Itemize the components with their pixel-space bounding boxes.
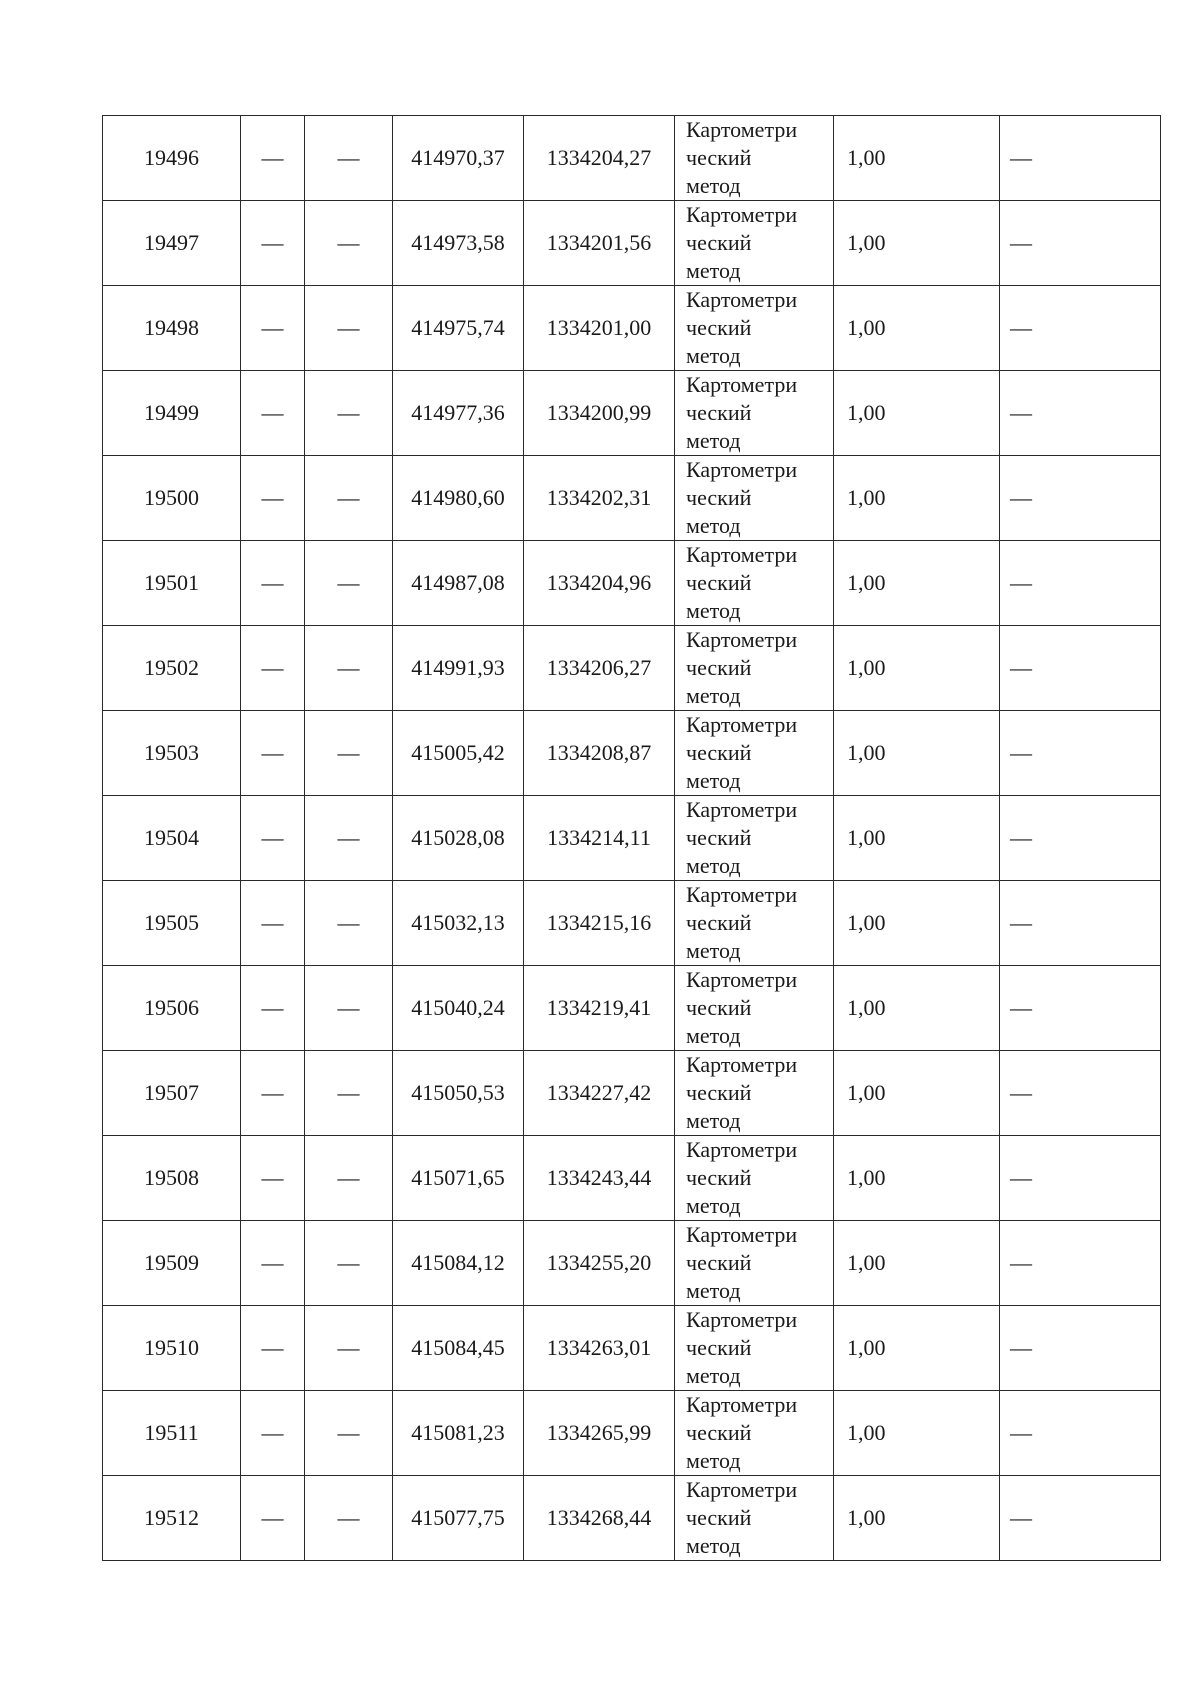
point-number-cell: 19507 xyxy=(103,1051,241,1136)
method-text-line: ческий xyxy=(686,145,752,170)
dash-cell: — xyxy=(1000,286,1161,371)
accuracy-cell: 1,00 xyxy=(834,796,1000,881)
dash-cell: — xyxy=(241,286,305,371)
dash-cell: — xyxy=(1000,1391,1161,1476)
table-row xyxy=(103,1391,1161,1476)
method-text-line: Картометри xyxy=(686,797,798,822)
dash-cell: — xyxy=(241,116,305,201)
point-number-cell: 19504 xyxy=(103,796,241,881)
method-cell xyxy=(675,711,834,796)
dash-cell: — xyxy=(305,796,393,881)
table-row xyxy=(103,1051,1161,1136)
method-text-line: Картометри xyxy=(686,967,798,992)
method-text-line: метод xyxy=(686,513,741,538)
dash-cell: — xyxy=(241,626,305,711)
accuracy-cell: 1,00 xyxy=(834,626,1000,711)
dash-cell: — xyxy=(1000,1476,1161,1561)
method-text-line: ческий xyxy=(686,485,752,510)
y-coordinate-cell: 1334202,31 xyxy=(524,456,675,541)
point-number-cell: 19502 xyxy=(103,626,241,711)
dash-cell: — xyxy=(241,1221,305,1306)
method-cell xyxy=(675,371,834,456)
dash-cell: — xyxy=(305,1306,393,1391)
method-cell xyxy=(675,1136,834,1221)
dash-cell: — xyxy=(241,966,305,1051)
method-text-line: ческий xyxy=(686,1420,752,1445)
method-cell xyxy=(675,286,834,371)
x-coordinate-cell: 415077,75 xyxy=(393,1476,524,1561)
method-text-line: Картометри xyxy=(686,627,798,652)
dash-cell: — xyxy=(1000,1051,1161,1136)
dash-cell: — xyxy=(305,626,393,711)
y-coordinate-cell: 1334265,99 xyxy=(524,1391,675,1476)
y-coordinate-cell: 1334227,42 xyxy=(524,1051,675,1136)
accuracy-cell: 1,00 xyxy=(834,456,1000,541)
method-text-line: метод xyxy=(686,938,741,963)
point-number-cell: 19509 xyxy=(103,1221,241,1306)
method-cell xyxy=(675,1391,834,1476)
method-text-line: Картометри xyxy=(686,1137,798,1162)
table-row xyxy=(103,1221,1161,1306)
dash-cell: — xyxy=(1000,881,1161,966)
table-body xyxy=(103,116,1161,1561)
point-number-cell: 19512 xyxy=(103,1476,241,1561)
point-number-cell: 19499 xyxy=(103,371,241,456)
dash-cell: — xyxy=(241,881,305,966)
method-cell xyxy=(675,116,834,201)
point-number-cell: 19498 xyxy=(103,286,241,371)
table-row xyxy=(103,371,1161,456)
method-cell xyxy=(675,456,834,541)
y-coordinate-cell: 1334268,44 xyxy=(524,1476,675,1561)
y-coordinate-cell: 1334208,87 xyxy=(524,711,675,796)
method-text-line: ческий xyxy=(686,1335,752,1360)
method-text-line: Картометри xyxy=(686,1222,798,1247)
dash-cell: — xyxy=(1000,1221,1161,1306)
x-coordinate-cell: 414975,74 xyxy=(393,286,524,371)
dash-cell: — xyxy=(241,1476,305,1561)
method-text-line: метод xyxy=(686,173,741,198)
accuracy-cell: 1,00 xyxy=(834,1391,1000,1476)
point-number-cell: 19508 xyxy=(103,1136,241,1221)
method-text-line: метод xyxy=(686,1023,741,1048)
y-coordinate-cell: 1334200,99 xyxy=(524,371,675,456)
y-coordinate-cell: 1334201,00 xyxy=(524,286,675,371)
method-text-line: Картометри xyxy=(686,117,798,142)
x-coordinate-cell: 415040,24 xyxy=(393,966,524,1051)
accuracy-cell: 1,00 xyxy=(834,541,1000,626)
method-text-line: Картометри xyxy=(686,1052,798,1077)
method-text-line: ческий xyxy=(686,655,752,680)
dash-cell: — xyxy=(241,796,305,881)
method-text-line: метод xyxy=(686,1278,741,1303)
table-row xyxy=(103,456,1161,541)
method-text-line: Картометри xyxy=(686,1477,798,1502)
table-row xyxy=(103,626,1161,711)
method-cell xyxy=(675,1221,834,1306)
x-coordinate-cell: 415050,53 xyxy=(393,1051,524,1136)
point-number-cell: 19511 xyxy=(103,1391,241,1476)
dash-cell: — xyxy=(305,1221,393,1306)
dash-cell: — xyxy=(305,541,393,626)
accuracy-cell: 1,00 xyxy=(834,286,1000,371)
dash-cell: — xyxy=(305,116,393,201)
method-text-line: метод xyxy=(686,1108,741,1133)
point-number-cell: 19501 xyxy=(103,541,241,626)
x-coordinate-cell: 414970,37 xyxy=(393,116,524,201)
method-text-line: ческий xyxy=(686,995,752,1020)
dash-cell: — xyxy=(241,371,305,456)
method-text-line: Картометри xyxy=(686,1307,798,1332)
y-coordinate-cell: 1334263,01 xyxy=(524,1306,675,1391)
x-coordinate-cell: 414977,36 xyxy=(393,371,524,456)
method-cell xyxy=(675,796,834,881)
y-coordinate-cell: 1334201,56 xyxy=(524,201,675,286)
dash-cell: — xyxy=(1000,1306,1161,1391)
method-text-line: ческий xyxy=(686,910,752,935)
method-cell xyxy=(675,1306,834,1391)
y-coordinate-cell: 1334214,11 xyxy=(524,796,675,881)
x-coordinate-cell: 415084,45 xyxy=(393,1306,524,1391)
method-text-line: Картометри xyxy=(686,712,798,737)
method-text-line: Картометри xyxy=(686,542,798,567)
method-text-line: ческий xyxy=(686,400,752,425)
method-cell xyxy=(675,1051,834,1136)
table-row xyxy=(103,201,1161,286)
dash-cell: — xyxy=(241,541,305,626)
accuracy-cell: 1,00 xyxy=(834,1476,1000,1561)
x-coordinate-cell: 415084,12 xyxy=(393,1221,524,1306)
method-text-line: метод xyxy=(686,768,741,793)
method-text-line: метод xyxy=(686,1193,741,1218)
accuracy-cell: 1,00 xyxy=(834,1136,1000,1221)
x-coordinate-cell: 415028,08 xyxy=(393,796,524,881)
method-text-line: метод xyxy=(686,1533,741,1558)
y-coordinate-cell: 1334255,20 xyxy=(524,1221,675,1306)
dash-cell: — xyxy=(241,456,305,541)
accuracy-cell: 1,00 xyxy=(834,116,1000,201)
accuracy-cell: 1,00 xyxy=(834,1306,1000,1391)
dash-cell: — xyxy=(305,286,393,371)
dash-cell: — xyxy=(305,1136,393,1221)
dash-cell: — xyxy=(241,1136,305,1221)
method-cell xyxy=(675,1476,834,1561)
accuracy-cell: 1,00 xyxy=(834,966,1000,1051)
dash-cell: — xyxy=(305,371,393,456)
point-number-cell: 19503 xyxy=(103,711,241,796)
table-row xyxy=(103,881,1161,966)
method-text-line: ческий xyxy=(686,1250,752,1275)
x-coordinate-cell: 415081,23 xyxy=(393,1391,524,1476)
y-coordinate-cell: 1334215,16 xyxy=(524,881,675,966)
dash-cell: — xyxy=(305,966,393,1051)
method-text-line: метод xyxy=(686,258,741,283)
x-coordinate-cell: 415071,65 xyxy=(393,1136,524,1221)
point-number-cell: 19506 xyxy=(103,966,241,1051)
method-text-line: Картометри xyxy=(686,457,798,482)
point-number-cell: 19500 xyxy=(103,456,241,541)
table-row xyxy=(103,1306,1161,1391)
dash-cell: — xyxy=(241,711,305,796)
dash-cell: — xyxy=(1000,201,1161,286)
method-text-line: метод xyxy=(686,853,741,878)
x-coordinate-cell: 414973,58 xyxy=(393,201,524,286)
point-number-cell: 19497 xyxy=(103,201,241,286)
dash-cell: — xyxy=(305,201,393,286)
method-text-line: Картометри xyxy=(686,1392,798,1417)
dash-cell: — xyxy=(305,1051,393,1136)
table-row xyxy=(103,711,1161,796)
x-coordinate-cell: 415005,42 xyxy=(393,711,524,796)
table-row xyxy=(103,1136,1161,1221)
method-text-line: метод xyxy=(686,1363,741,1388)
table-row xyxy=(103,286,1161,371)
y-coordinate-cell: 1334219,41 xyxy=(524,966,675,1051)
table-row xyxy=(103,541,1161,626)
method-cell xyxy=(675,541,834,626)
method-text-line: ческий xyxy=(686,1080,752,1105)
dash-cell: — xyxy=(1000,371,1161,456)
method-text-line: Картометри xyxy=(686,202,798,227)
method-text-line: ческий xyxy=(686,825,752,850)
dash-cell: — xyxy=(1000,541,1161,626)
dash-cell: — xyxy=(305,881,393,966)
dash-cell: — xyxy=(241,201,305,286)
y-coordinate-cell: 1334204,27 xyxy=(524,116,675,201)
method-text-line: метод xyxy=(686,683,741,708)
dash-cell: — xyxy=(1000,711,1161,796)
x-coordinate-cell: 414987,08 xyxy=(393,541,524,626)
dash-cell: — xyxy=(241,1051,305,1136)
accuracy-cell: 1,00 xyxy=(834,201,1000,286)
dash-cell: — xyxy=(305,1391,393,1476)
coordinates-table xyxy=(102,115,1161,1561)
method-cell xyxy=(675,881,834,966)
accuracy-cell: 1,00 xyxy=(834,881,1000,966)
dash-cell: — xyxy=(1000,456,1161,541)
accuracy-cell: 1,00 xyxy=(834,371,1000,456)
accuracy-cell: 1,00 xyxy=(834,1051,1000,1136)
dash-cell: — xyxy=(305,711,393,796)
accuracy-cell: 1,00 xyxy=(834,1221,1000,1306)
table-row xyxy=(103,116,1161,201)
method-cell xyxy=(675,626,834,711)
method-text-line: ческий xyxy=(686,1505,752,1530)
x-coordinate-cell: 414991,93 xyxy=(393,626,524,711)
dash-cell: — xyxy=(1000,626,1161,711)
x-coordinate-cell: 414980,60 xyxy=(393,456,524,541)
method-text-line: метод xyxy=(686,598,741,623)
x-coordinate-cell: 415032,13 xyxy=(393,881,524,966)
dash-cell: — xyxy=(241,1306,305,1391)
dash-cell: — xyxy=(1000,1136,1161,1221)
point-number-cell: 19505 xyxy=(103,881,241,966)
method-text-line: Картометри xyxy=(686,372,798,397)
method-text-line: ческий xyxy=(686,570,752,595)
method-text-line: ческий xyxy=(686,740,752,765)
method-text-line: Картометри xyxy=(686,882,798,907)
y-coordinate-cell: 1334206,27 xyxy=(524,626,675,711)
method-text-line: ческий xyxy=(686,1165,752,1190)
table-row xyxy=(103,966,1161,1051)
method-text-line: метод xyxy=(686,343,741,368)
point-number-cell: 19510 xyxy=(103,1306,241,1391)
dash-cell: — xyxy=(1000,796,1161,881)
y-coordinate-cell: 1334204,96 xyxy=(524,541,675,626)
dash-cell: — xyxy=(1000,966,1161,1051)
method-text-line: ческий xyxy=(686,230,752,255)
dash-cell: — xyxy=(1000,116,1161,201)
method-text-line: Картометри xyxy=(686,287,798,312)
point-number-cell: 19496 xyxy=(103,116,241,201)
dash-cell: — xyxy=(241,1391,305,1476)
method-text-line: ческий xyxy=(686,315,752,340)
method-cell xyxy=(675,966,834,1051)
accuracy-cell: 1,00 xyxy=(834,711,1000,796)
method-text-line: метод xyxy=(686,1448,741,1473)
dash-cell: — xyxy=(305,456,393,541)
table-row xyxy=(103,796,1161,881)
method-text-line: метод xyxy=(686,428,741,453)
dash-cell: — xyxy=(305,1476,393,1561)
y-coordinate-cell: 1334243,44 xyxy=(524,1136,675,1221)
method-cell xyxy=(675,201,834,286)
table-row xyxy=(103,1476,1161,1561)
